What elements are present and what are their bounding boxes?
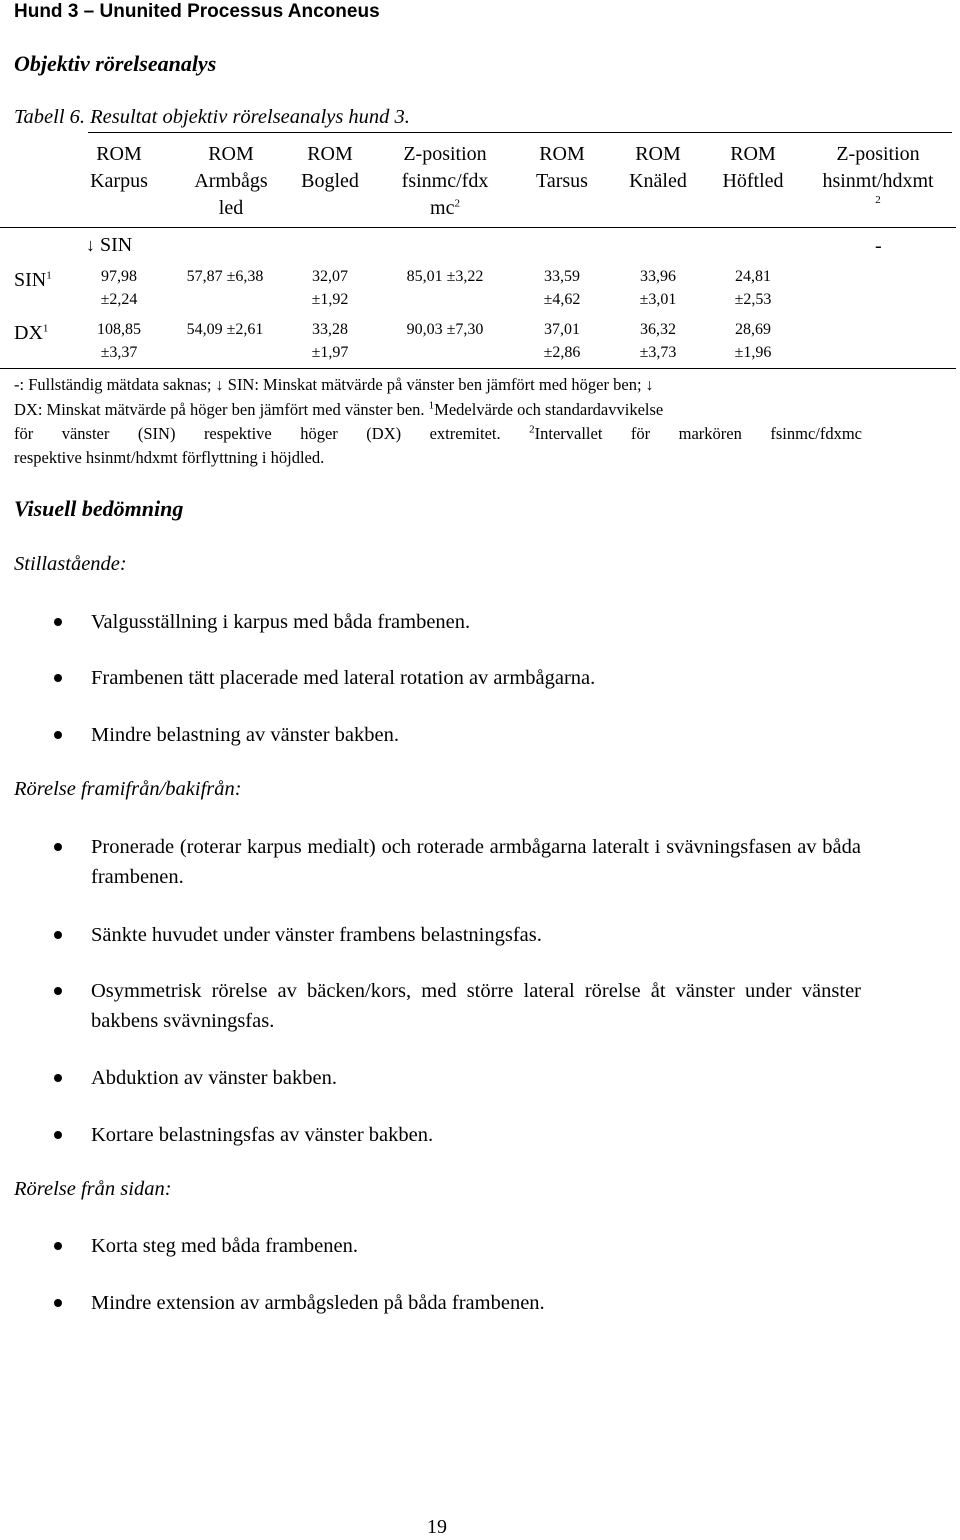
subheading-framifran-bakifran: Rörelse framifrån/bakifrån:	[14, 778, 242, 800]
table-caption: Tabell 6. Resultat objektiv rörelseanalys hund 3.	[14, 106, 410, 128]
list-item: Pronerade (roterar karpus medialt) och roterade armbågarna lateralt i svävningsfasen av båda frambenen.	[91, 836, 861, 888]
header-rom-knaled: ROM Knäled	[629, 143, 687, 192]
cell-dx-armbagsled: 54,09 ±2,61	[186, 321, 264, 338]
header-z-position-hind-sup: 2	[875, 194, 881, 206]
list-item: Osymmetrisk rörelse av bäcken/kors, med större lateral rörelse åt vänster under vänster bakbens svävningsfas.	[91, 980, 861, 1032]
list-item: Mindre belastning av vänster bakben.	[91, 724, 399, 746]
header-rom-hoftled: ROM Höftled	[722, 143, 784, 192]
cell-sin-bogled: 32,07 ±1,92	[311, 268, 349, 308]
hind-z-missing-dash: -	[875, 235, 882, 257]
cell-sin-z-front: 85,01 ±3,22	[406, 268, 484, 285]
section-title-objective: Objektiv rörelseanalys	[14, 51, 217, 76]
header-rom-karpus: ROM Karpus	[90, 143, 148, 192]
cell-sin-armbagsled: 57,87 ±6,38	[186, 268, 264, 285]
karpus-decrease-flag: ↓ SIN	[86, 234, 133, 256]
cell-dx-hoftled: 28,69 ±1,96	[734, 321, 772, 361]
cell-dx-karpus: 108,85 ±3,37	[97, 321, 141, 361]
table-footnote-line-1: -: Fullständig mätdata saknas; ↓ SIN: Minskat mätvärde på vänster ben jämfört med höger ben; ↓	[14, 375, 654, 394]
cell-sin-hoftled: 24,81 ±2,53	[734, 268, 772, 308]
list-item: Frambenen tätt placerade med lateral rotation av armbågarna.	[91, 667, 596, 689]
bullet-icon	[54, 674, 62, 682]
bullet-icon	[54, 1299, 62, 1307]
cell-dx-tarsus: 37,01 ±2,86	[543, 321, 581, 361]
table-header-rule	[0, 227, 956, 228]
cell-sin-karpus: 97,98 ±2,24	[100, 268, 138, 308]
table-top-rule	[88, 132, 952, 133]
cell-dx-knaled: 36,32 ±3,73	[639, 321, 677, 361]
page-number: 19	[427, 1516, 447, 1538]
list-item: Kortare belastningsfas av vänster bakben.	[91, 1124, 434, 1146]
table-footnote-line-4: respektive hsinmt/hdxmt förflyttning i höjdled.	[14, 448, 325, 467]
cell-dx-bogled: 33,28 ±1,97	[311, 321, 349, 361]
down-arrow-icon: ↓	[86, 235, 95, 255]
header-rom-tarsus: ROM Tarsus	[536, 143, 588, 192]
bullet-icon	[54, 618, 62, 626]
bullet-icon	[54, 1074, 62, 1082]
list-item: Sänkte huvudet under vänster frambens belastningsfas.	[91, 924, 542, 946]
bullet-icon	[54, 731, 62, 739]
header-rom-bogled: ROM Bogled	[301, 143, 359, 192]
bullet-icon	[54, 843, 62, 851]
document-heading: Hund 3 – Ununited Processus Anconeus	[14, 1, 380, 22]
list-item: Korta steg med båda frambenen.	[91, 1235, 358, 1257]
down-arrow-icon: ↓	[645, 377, 654, 394]
bullet-icon	[54, 1131, 62, 1139]
list-item: Mindre extension av armbågsleden på båda frambenen.	[91, 1292, 545, 1314]
down-arrow-icon: ↓	[215, 377, 224, 394]
subheading-fran-sidan: Rörelse från sidan:	[14, 1178, 172, 1200]
bullet-icon	[54, 1242, 62, 1250]
bullet-icon	[54, 987, 62, 995]
table-bottom-rule	[0, 368, 956, 369]
cell-dx-z-front: 90,03 ±7,30	[406, 321, 484, 338]
table-footnote-line-3: för vänster (SIN) respektive höger (DX) extremitet. $^2$Intervallet för markören fsinmc/fdxmc	[14, 423, 863, 443]
header-z-position-hind: Z-position hsinmt/hdxmt	[822, 143, 934, 192]
row-label-sin: SIN$^1$	[14, 269, 52, 291]
list-item: Valgusställning i karpus med båda frambenen.	[91, 611, 471, 633]
subheading-stillastaende: Stillastående:	[14, 553, 127, 575]
section-title-visual: Visuell bedömning	[14, 496, 184, 521]
cell-sin-tarsus: 33,59 ±4,62	[543, 268, 581, 308]
table-footnote-line-2: DX: Minskat mätvärde på höger ben jämfört med vänster ben. $^1$Medelvärde och standardavvikelse	[14, 399, 664, 419]
bullet-icon	[54, 931, 62, 939]
header-rom-armbagsled: ROM Armbågs led	[194, 143, 268, 219]
list-item: Abduktion av vänster bakben.	[91, 1067, 337, 1089]
header-z-position-front: Z-position fsinmc/fdx $mc^2$	[401, 143, 489, 219]
row-label-dx: $DX^1$	[14, 322, 49, 344]
cell-sin-knaled: 33,96 ±3,01	[639, 268, 677, 308]
